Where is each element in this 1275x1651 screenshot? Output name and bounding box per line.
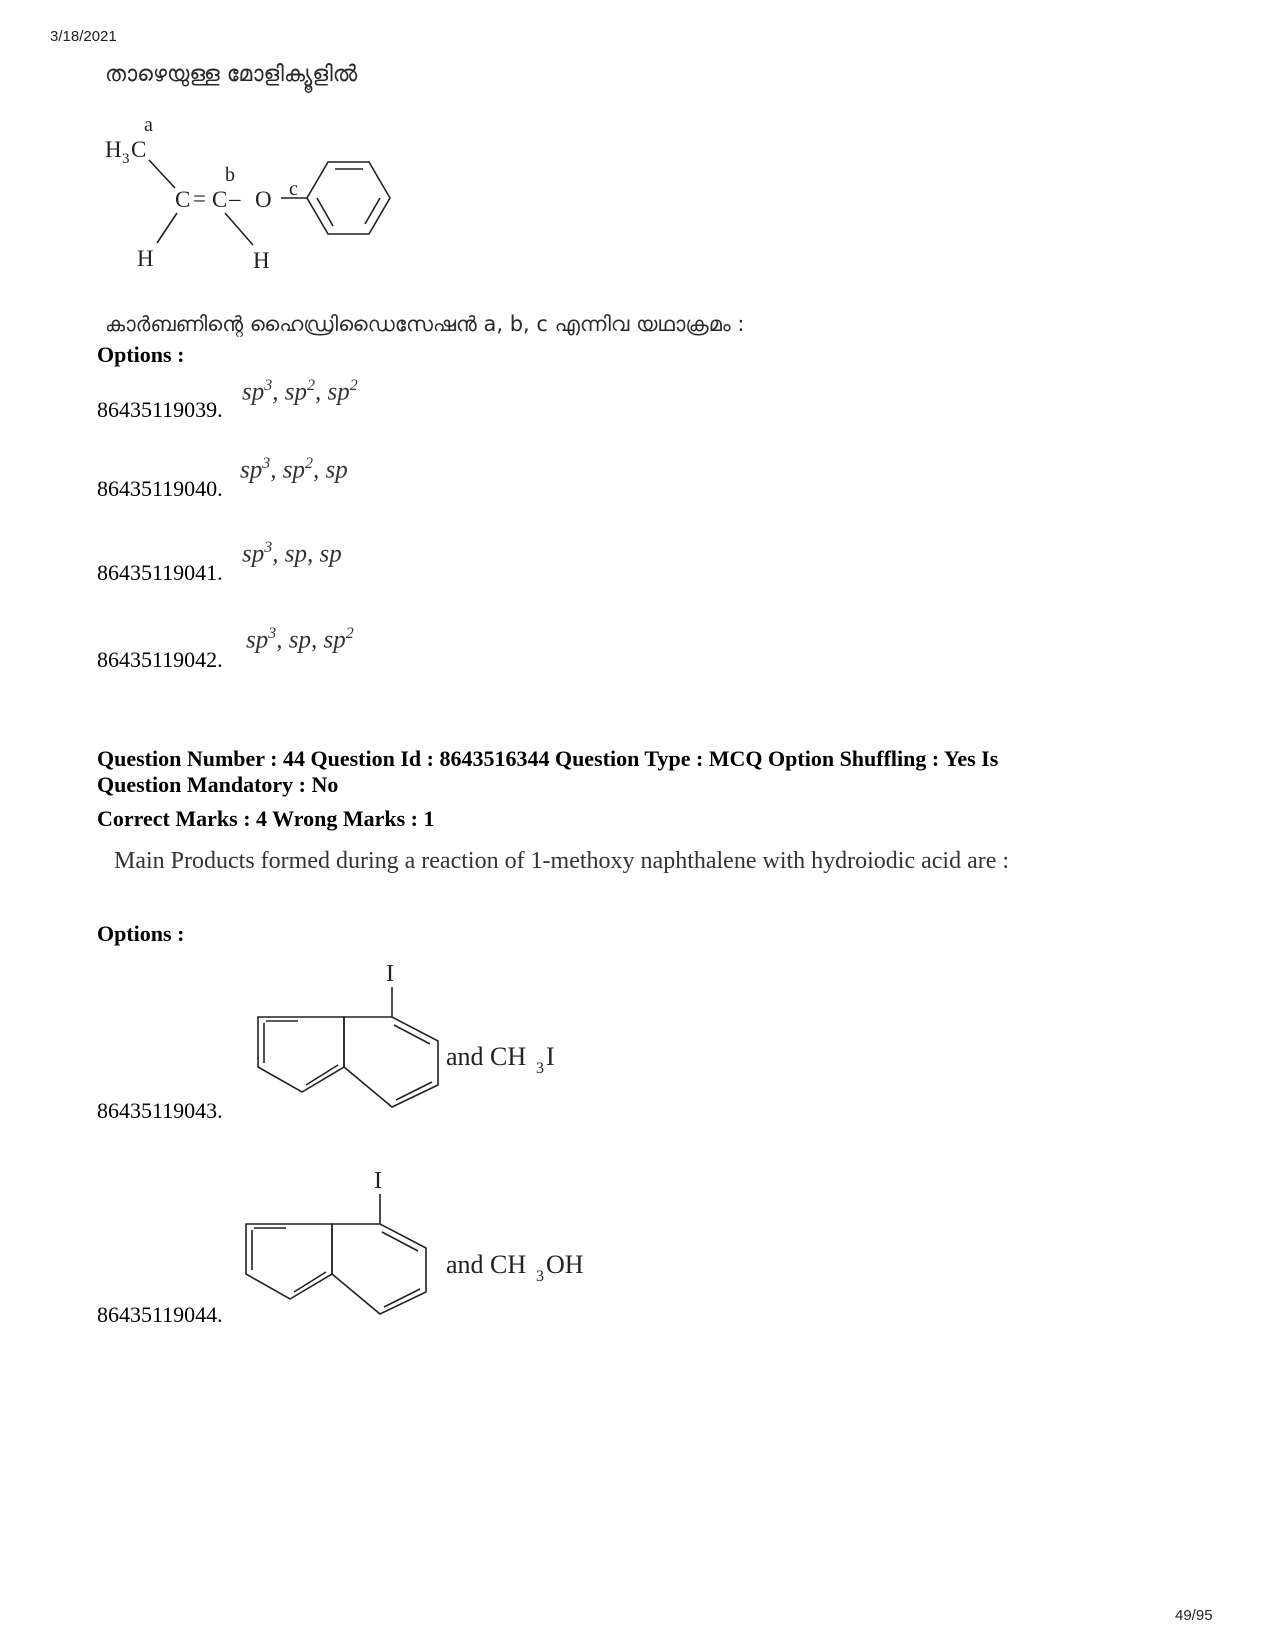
option-id: 86435119039. [97, 397, 223, 422]
option-formula: $sp^3$, sp, sp [242, 539, 342, 568]
alkene-carbon-2: C [212, 187, 228, 212]
print-date: 3/18/2021 [50, 28, 117, 45]
product-text-post: OH [546, 1250, 584, 1279]
question-stem: Main Products formed during a reaction of 1-methoxy naphthalene with hydroiodic acid are : [114, 848, 1010, 874]
product-text-pre: and CH [446, 1250, 527, 1279]
options-heading: Options : [97, 342, 185, 367]
hydrogen-right: H [253, 248, 270, 273]
option-id: 86435119044. [97, 1302, 223, 1327]
h3c-carbon: C [131, 137, 147, 162]
product-text-sub: 3 [536, 1268, 544, 1285]
alkene-carbon-1: C [175, 187, 191, 212]
ether-oxygen: O [255, 187, 272, 212]
carbon-label-a: a [144, 114, 153, 136]
option-id: 86435119042. [97, 647, 223, 672]
option-formula: $sp^3$, $sp^2$, sp [240, 455, 348, 484]
question-meta [97, 746, 998, 798]
product-text-post: I [546, 1042, 555, 1071]
page-number: 49/95 [1175, 1607, 1213, 1624]
product-text-sub: 3 [536, 1060, 544, 1077]
option-id: 86435119040. [97, 476, 223, 501]
option-formula: $sp^3$, sp, $sp^2$ [246, 625, 354, 654]
question-ask-malayalam: കാർബണിന്റെ ഹൈഡ്രിഡൈസേഷൻ a, b, c എന്നിവ യഥാക്രമം : [105, 312, 745, 336]
product-text-pre: and CH [446, 1042, 527, 1071]
question-meta-line2: Question Mandatory : No [97, 772, 339, 797]
option-formula: $sp^3$, $sp^2$, $sp^2$ [242, 377, 358, 406]
hydrogen-left: H [137, 246, 154, 271]
carbon-label-b: b [225, 164, 235, 186]
carbon-label-c: c [289, 178, 298, 200]
h3c-subscript: 3 [122, 151, 130, 167]
vinyl-phenyl-ether-structure [95, 110, 405, 280]
iodonaphthalene-structure [238, 1162, 598, 1322]
option-id: 86435119041. [97, 560, 223, 585]
question-marks: Correct Marks : 4 Wrong Marks : 1 [97, 806, 435, 831]
h3c-h: H [105, 137, 122, 162]
question-meta-line1: Question Number : 44 Question Id : 8643516344 Question Type : MCQ Option Shuffling : Yes Is [97, 746, 999, 771]
options-heading: Options : [97, 921, 185, 946]
single-bond: – [229, 186, 241, 211]
option-id: 86435119043. [97, 1098, 223, 1123]
question-intro-malayalam: താഴെയുള്ള മോളിക്യൂളിൽ [105, 62, 358, 87]
substituent-label: I [374, 1168, 382, 1194]
double-bond: = [193, 186, 206, 211]
iodonaphthalene-structure [250, 955, 580, 1115]
substituent-label: I [386, 961, 394, 987]
